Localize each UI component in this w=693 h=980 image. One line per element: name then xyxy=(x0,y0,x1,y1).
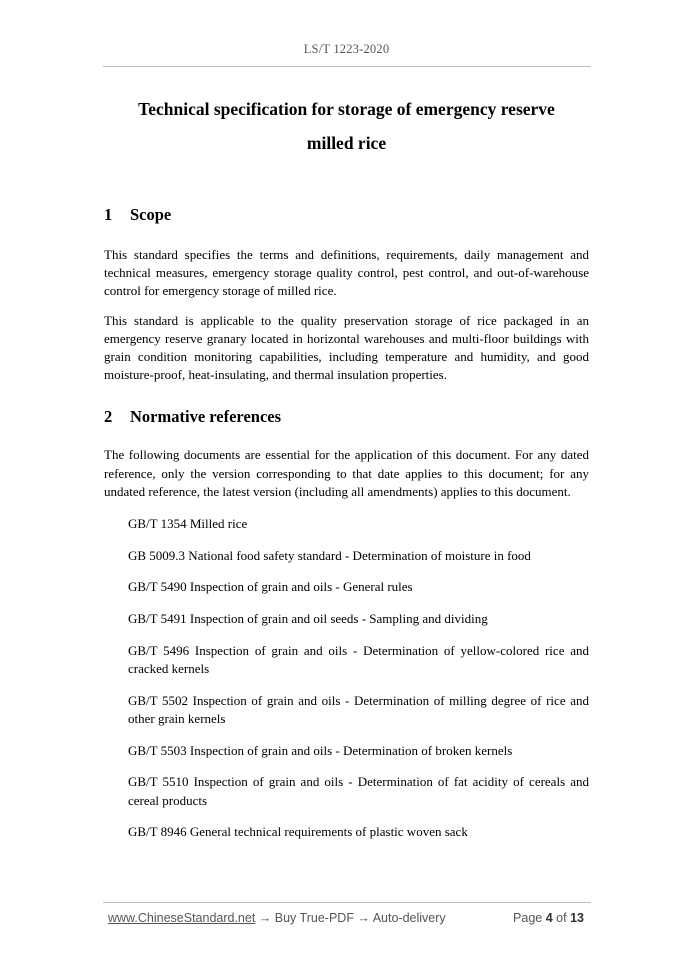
footer-divider xyxy=(103,902,591,903)
reference-list xyxy=(104,515,589,841)
standard-code: LS/T 1223-2020 xyxy=(303,42,390,56)
page-word: Page xyxy=(513,911,543,925)
page-of: of xyxy=(556,911,567,925)
section-number: 1 xyxy=(104,205,113,224)
title-line-1: Technical specification for storage of emergency reserve xyxy=(138,99,555,119)
reference-item: GB/T 8946 General technical requirements of plastic woven sack xyxy=(128,824,468,840)
section-heading-scope xyxy=(104,204,589,226)
page-current: 4 xyxy=(545,911,553,925)
reference-item: GB/T 1354 Milled rice xyxy=(128,516,248,532)
references-intro-paragraph: The following documents are essential for the application of this document. For any dated reference, only the version corresponding to that date applies to this document; for any undated reference, the latest version (including all amendments) applies to this document. xyxy=(104,447,589,499)
scope-paragraph-1: This standard specifies the terms and definitions, requirements, daily management and technical measures, emergency storage quality control, pest control, and out-of-warehouse control for emergency storage of milled rice. xyxy=(104,247,589,299)
reference-item: GB/T 5491 Inspection of grain and oil seeds - Sampling and dividing xyxy=(128,611,488,627)
site-link[interactable]: www.ChineseStandard.net xyxy=(108,911,256,925)
title-line-2: milled rice xyxy=(306,133,387,153)
scope-paragraph-2: This standard is applicable to the quality preservation storage of rice packaged in an emergency reserve granary located in horizontal warehouses and multi-floor buildings with grain condition monitoring capabilities, including temperature and humidity, and good moisture-proof, heat-insulating, and thermal insulation properties. xyxy=(104,312,589,383)
section-title: Scope xyxy=(130,205,172,224)
document-title xyxy=(104,92,589,160)
document-body xyxy=(104,92,589,855)
section-number: 2 xyxy=(104,407,113,427)
page-indicator xyxy=(513,911,584,925)
reference-item: GB/T 5496 Inspection of grain and oils - Determination of yellow-colored rice and cracked kernels xyxy=(128,642,589,677)
reference-item: GB/T 5502 Inspection of grain and oils - Determination of milling degree of rice and other grain kernels xyxy=(128,692,589,726)
reference-item: GB 5009.3 National food safety standard - Determination of moisture in food xyxy=(128,547,531,563)
header-divider xyxy=(103,66,591,67)
section-heading-normative-references xyxy=(104,406,589,428)
footer-promo-text: → Buy True-PDF → Auto-delivery xyxy=(258,911,446,925)
reference-item: GB/T 5503 Inspection of grain and oils - Determination of broken kernels xyxy=(128,742,513,758)
section-title: Normative references xyxy=(130,407,282,427)
reference-item: GB/T 5510 Inspection of grain and oils - Determination of fat acidity of cereals and cereal products xyxy=(128,774,589,808)
reference-item: GB/T 5490 Inspection of grain and oils - General rules xyxy=(128,579,413,595)
page-total: 13 xyxy=(570,911,584,925)
footer-promo xyxy=(108,911,446,925)
